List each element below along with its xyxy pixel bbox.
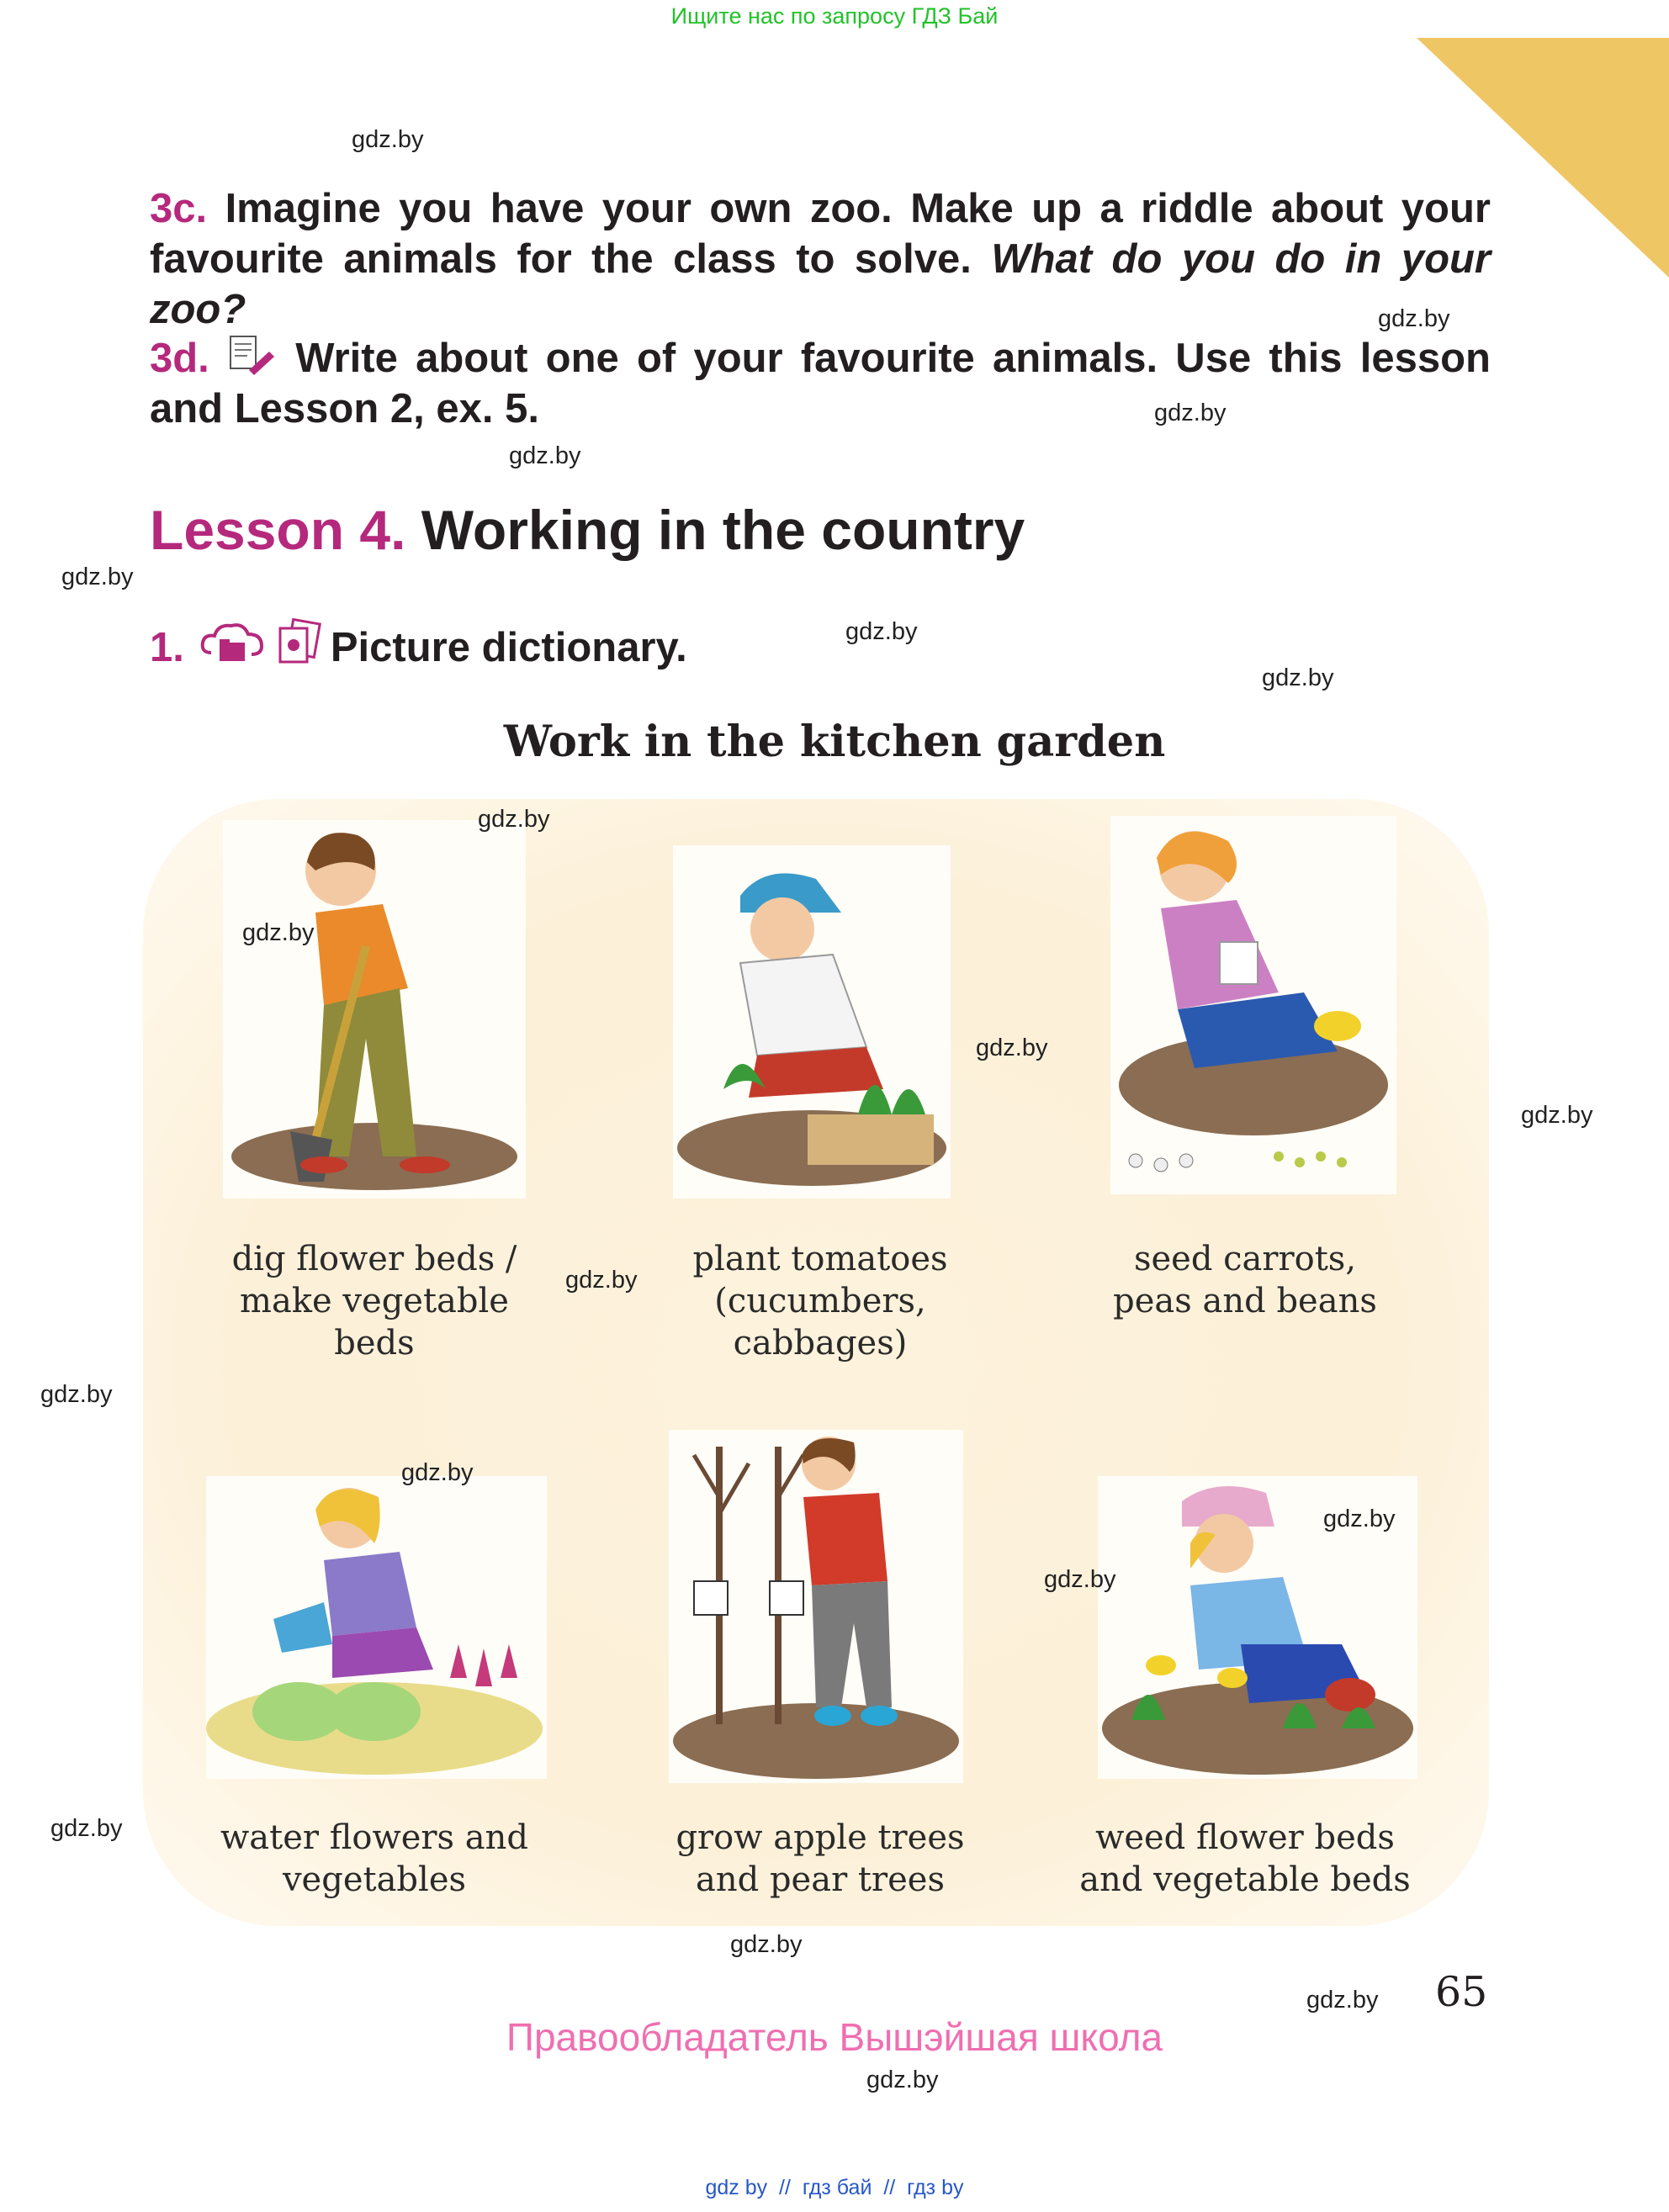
caption-3-line-2: peas and beans <box>1113 1282 1377 1320</box>
caption-4-line-1: water flowers and <box>220 1818 528 1857</box>
exercise-3d-text: Write about one of your favourite animals. Use this lesson and Lesson 2, ex. 5. <box>150 336 1491 431</box>
caption-1-line-1: dig flower beds / <box>231 1240 517 1278</box>
writing-notebook-icon <box>227 333 278 375</box>
watermark: gdz.by <box>565 1267 638 1294</box>
lesson-title: Working in the country <box>421 499 1025 561</box>
section-title: Work in the kitchen garden <box>503 717 1166 767</box>
caption-1 <box>181 1238 568 1364</box>
exercise-3d <box>150 333 1491 434</box>
lesson-heading <box>150 498 1025 562</box>
watermark: gdz.by <box>976 1035 1048 1061</box>
watermark: gdz.by <box>242 919 315 946</box>
caption-5-line-1: grow apple trees <box>676 1818 965 1857</box>
caption-2-line-3: cabbages) <box>733 1324 908 1363</box>
caption-2-line-1: plant tomatoes <box>692 1240 948 1278</box>
watermark: gdz.by <box>845 618 918 645</box>
exercise-1-text: Picture dictionary. <box>330 625 687 670</box>
watermark: gdz.by <box>509 442 581 469</box>
caption-3-line-1: seed carrots, <box>1133 1240 1357 1278</box>
bottom-banner: gdz by // гдз бай // гдз by <box>705 2176 964 2199</box>
watermark: gdz.by <box>352 126 424 153</box>
lesson-number: Lesson 4. <box>150 499 406 561</box>
illustration-grow-trees <box>669 1430 963 1783</box>
exercise-3c-question: What do you do in your zoo? <box>150 236 1491 332</box>
illustration-water-flowers <box>206 1476 547 1779</box>
caption-6 <box>1056 1817 1434 1901</box>
caption-1-line-3: beds <box>334 1324 415 1363</box>
exercise-3d-number: 3d. <box>150 336 209 381</box>
exercise-1 <box>150 618 687 677</box>
caption-5 <box>639 1817 1001 1901</box>
watermark: gdz.by <box>1154 400 1227 426</box>
watermark: gdz.by <box>61 564 134 590</box>
exercise-1-number: 1. <box>150 625 184 670</box>
exercise-3c-text: Imagine you have your own zoo. Make up a riddle about your favourite animals for the class to solve. <box>150 186 1491 282</box>
watermark: gdz.by <box>730 1931 803 1958</box>
watermark: gdz.by <box>401 1459 474 1486</box>
watermark: gdz.by <box>1044 1566 1116 1593</box>
caption-6-line-2: and vegetable beds <box>1079 1860 1411 1899</box>
watermark: gdz.by <box>50 1815 123 1842</box>
watermark: gdz.by <box>1323 1506 1396 1532</box>
caption-6-line-1: weed flower beds <box>1095 1818 1395 1857</box>
caption-4-line-2: vegetables <box>282 1860 467 1899</box>
watermark: gdz.by <box>478 806 550 833</box>
caption-3 <box>1064 1238 1426 1322</box>
illustration-seed-carrots <box>1110 816 1396 1194</box>
watermark: gdz.by <box>866 2066 939 2093</box>
caption-5-line-2: and pear trees <box>696 1860 945 1899</box>
caption-2 <box>639 1238 1001 1364</box>
caption-4 <box>181 1817 568 1901</box>
page-number: 65 <box>1435 1968 1488 2016</box>
illustration-plant-tomatoes <box>673 845 951 1199</box>
watermark: gdz.by <box>1262 664 1334 691</box>
watermark: gdz.by <box>1521 1102 1593 1129</box>
caption-2-line-2: (cucumbers, <box>714 1282 926 1320</box>
exercise-3c-number: 3c. <box>150 186 208 231</box>
top-banner: Ищите нас по запросу ГДЗ Бай <box>670 3 999 29</box>
exercise-3c <box>150 183 1491 335</box>
copyright-holder: Правообладатель Вышэйшая школа <box>506 2015 1163 2059</box>
watermark: gdz.by <box>1378 305 1450 332</box>
cloud-folder-icon <box>199 619 267 676</box>
watermark: gdz.by <box>40 1381 113 1408</box>
picture-cards-icon <box>275 618 322 677</box>
caption-1-line-2: make vegetable <box>240 1282 509 1320</box>
watermark: gdz.by <box>1306 1987 1379 2014</box>
illustration-dig-flower-beds <box>223 820 526 1199</box>
